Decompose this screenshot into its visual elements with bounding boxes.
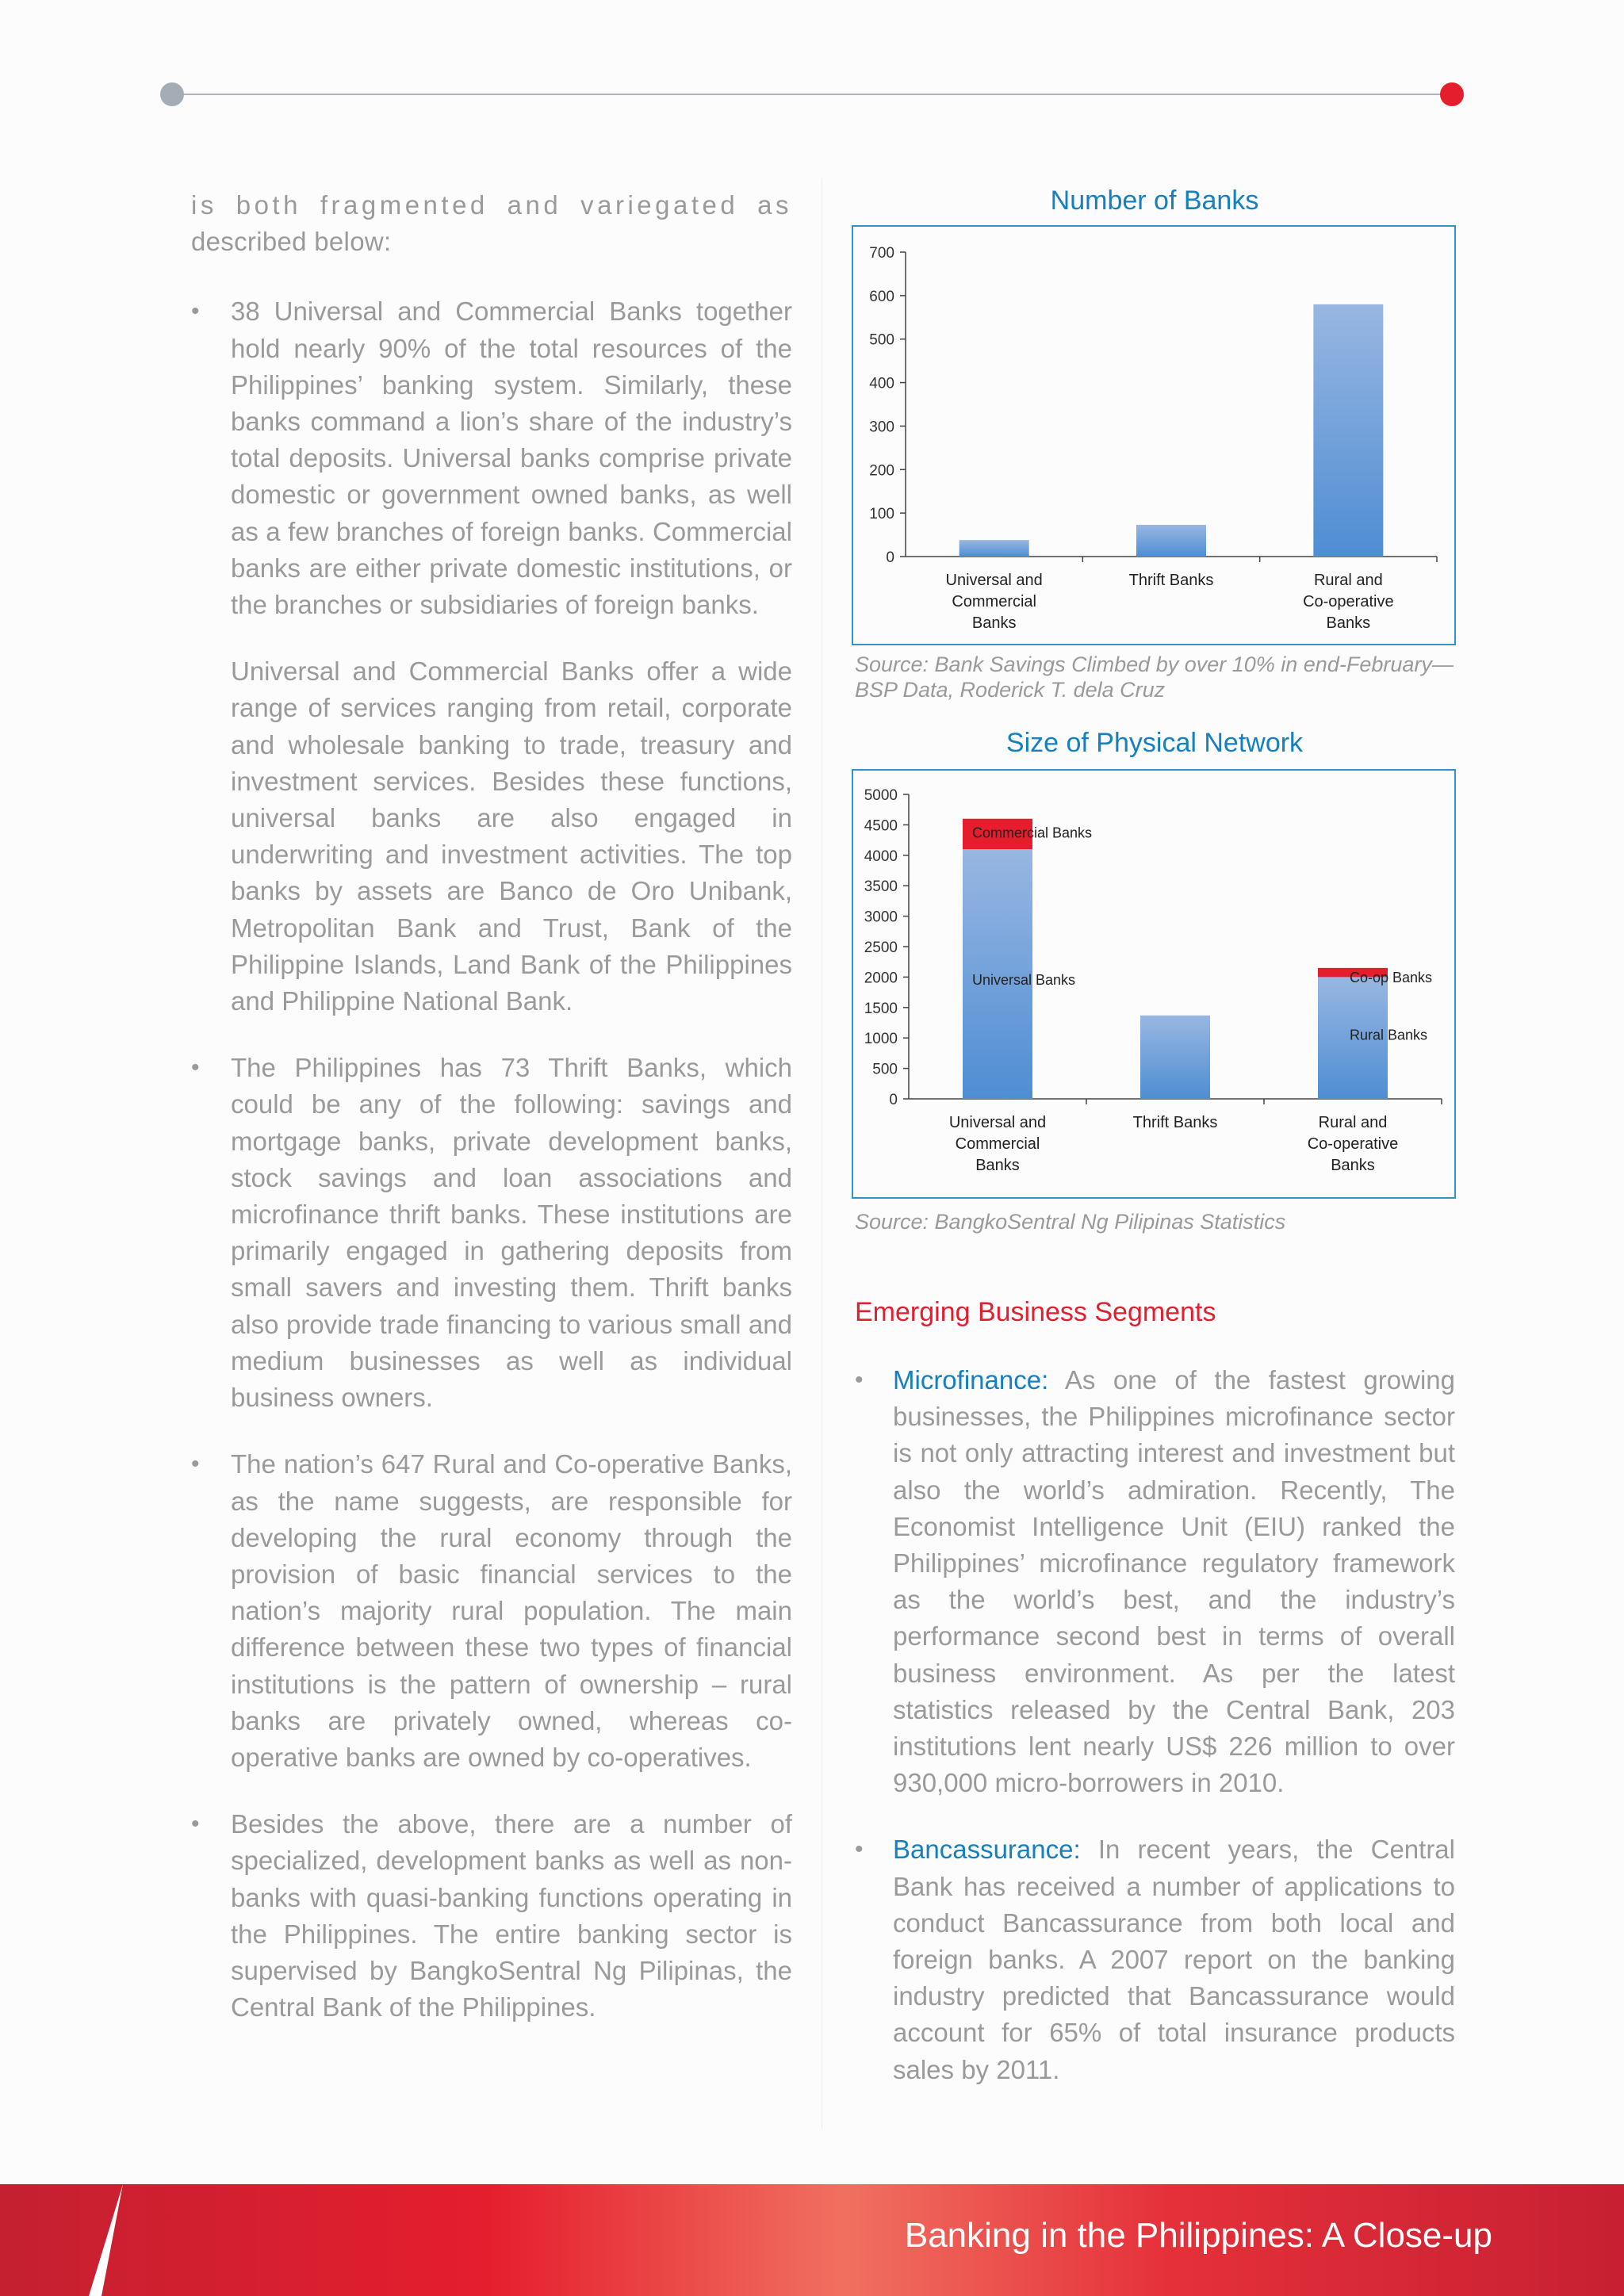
y-tick-label: 2500 (864, 939, 898, 956)
chart-number-of-banks (853, 227, 1454, 644)
bullet-universal-text: 38 Universal and Commercial Banks together hold nearly 90% of the total resources of the Philippines’ banking system. Similarly, these banks command a lion’s share of the industry’s total deposits. Universal banks comprise private domestic or government owned banks, as well as a few branches of foreign banks. Commercial banks are either private domestic institutions, or the branches or subsidiaries of foreign banks. (231, 297, 792, 620)
microfinance-text: As one of the fastest growing businesses, the Philippines microfinance sector is not only attracting interest and investment but also the world’s admiration. Recently, The Economist Intelligence Unit (EIU) ranked the Philippines’ microfinance regulatory framework as the world’s best, and the industry’s performance second best in terms of overall business environment. As per the latest statistics released by the Central Bank, 203 institutions lent nearly US$ 226 million to over 930,000 micro-borrowers in 2010. (893, 1365, 1455, 1798)
bullet-other-banks (191, 1806, 792, 2026)
emerging-segments-heading: Emerging Business Segments (855, 1297, 1216, 1327)
y-tick-label: 5000 (864, 787, 898, 804)
footer-banner (0, 2184, 1624, 2296)
x-category-label: Universal and (948, 1114, 1047, 1131)
bullet-dot: • (191, 1451, 200, 1478)
segment-label-commercial: Commercial Banks (972, 825, 1093, 841)
y-tick-label: 700 (869, 245, 894, 262)
x-category-label: Thrift Banks (1132, 1114, 1218, 1131)
x-category-label: Co-operative (1307, 1135, 1399, 1153)
intro-second-line: described below: (191, 227, 392, 257)
bullet-rural-text: The nation’s 647 Rural and Co-operative Banks, as the name suggests, are responsible for developing the rural economy through the provision of basic financial services to the nation’s majority rural population. The main difference between these two types of financial institutions is the pattern of ownership – rural banks are privately owned, whereas co-operative banks are owned by co-operatives. (231, 1449, 792, 1772)
chart-physical-network (853, 771, 1454, 1197)
chart-physical-network-title: Size of Physical Network (1005, 728, 1304, 758)
y-tick-label: 0 (886, 549, 894, 566)
y-tick-label: 1500 (864, 1000, 898, 1017)
x-category-label: Banks (1331, 1157, 1375, 1174)
bullet-dot: • (191, 1054, 200, 1081)
bar-base-2 (1140, 1016, 1210, 1099)
y-tick-label: 4500 (864, 817, 898, 835)
y-tick-label: 400 (869, 375, 894, 392)
bullet-dot: • (855, 1367, 864, 1393)
y-tick-label: 500 (869, 331, 894, 349)
y-tick-label: 3000 (864, 909, 898, 926)
x-category-label: Thrift Banks (1128, 572, 1214, 589)
bullet-rural-banks (191, 1446, 792, 1776)
segment-label-universal: Universal Banks (972, 972, 1076, 989)
y-tick-label: 1000 (864, 1031, 898, 1048)
y-tick-label: 4000 (864, 848, 898, 865)
bullet-dot: • (191, 298, 200, 325)
x-category-label: Commercial (955, 1135, 1040, 1153)
y-tick-label: 2000 (864, 970, 898, 987)
segment-label-coop: Co-op Banks (1350, 969, 1433, 985)
y-tick-label: 600 (869, 288, 894, 305)
top-rule (172, 94, 1451, 95)
y-tick-label: 100 (869, 506, 894, 523)
bullet-other-text: Besides the above, there are a number of specialized, development banks as well as non-banks with quasi-banking functions operating in the Philippines. The entire banking sector is supervised by BangkoSentral Ng Pilipinas, the Central Bank of the Philippines. (231, 1809, 792, 2022)
top-rule-left-dot (160, 82, 184, 106)
x-category-label: Rural and (1318, 1114, 1388, 1131)
y-tick-label: 300 (869, 419, 894, 436)
chart-physical-network-source: Source: BangkoSentral Ng Pilipinas Statistics (855, 1210, 1286, 1234)
chart-number-of-banks-title: Number of Banks (1050, 186, 1259, 216)
bar-2 (1136, 525, 1206, 557)
intro-first-line: is both fragmented and variegated as (191, 190, 792, 220)
y-tick-label: 200 (869, 462, 894, 480)
top-rule-right-dot (1440, 82, 1464, 106)
bullet-dot: • (191, 1811, 200, 1838)
x-category-label: Commercial (952, 593, 1037, 610)
y-tick-label: 500 (872, 1061, 898, 1078)
x-category-label: Rural and (1313, 572, 1383, 589)
chart-number-of-banks-frame (852, 225, 1456, 645)
bancassurance-paragraph (893, 1831, 1455, 2087)
y-tick-label: 0 (889, 1092, 898, 1108)
bullet-microfinance (855, 1362, 1455, 1801)
bancassurance-term: Bancassurance: (893, 1835, 1081, 1865)
chart-number-of-banks-source: Source: Bank Savings Climbed by over 10% in end-February—BSP Data, Roderick T. dela Cruz (855, 652, 1454, 702)
bancassurance-text: In recent years, the Central Bank has received a number of applications to conduct Bancassurance from both local and foreign banks. A 2007 report on the banking industry predicted that Bancassurance would account for 65% of total insurance products sales by 2011. (893, 1835, 1455, 2084)
y-tick-label: 3500 (864, 878, 898, 896)
x-category-label: Banks (975, 1157, 1020, 1174)
x-category-label: Co-operative (1303, 593, 1394, 610)
bullet-thrift-text: The Philippines has 73 Thrift Banks, which could be any of the following: savings and mortgage banks, private development banks, stock savings and loan associations and microfinance thrift banks. These institutions are primarily engaged in gathering deposits from small savers and investing them. Thrift banks also provide trade financing to various small and medium businesses as well as individual business owners. (231, 1053, 792, 1413)
footer-title: Banking in the Philippines: A Close-up (904, 2216, 1492, 2255)
microfinance-paragraph (893, 1362, 1455, 1801)
universal-services-paragraph: Universal and Commercial Banks offer a wide range of services ranging from retail, corporate and wholesale banking to trade, treasury and investment services. Besides these functions, universal banks are also engaged in underwriting and investment activities. The top banks by assets are Banco de Oro Unibank, Metropolitan Bank and Trust, Bank of the Philippine Islands, Land Bank of the Philippines and Philippine National Bank. (231, 656, 792, 1016)
bar-1 (959, 540, 1029, 557)
x-category-label: Banks (1326, 614, 1371, 632)
bullet-thrift-banks (191, 1050, 792, 1416)
segment-label-rural: Rural Banks (1350, 1027, 1428, 1043)
x-category-label: Banks (971, 614, 1017, 632)
intro-paragraph (191, 187, 792, 260)
x-category-label: Universal and (945, 572, 1043, 589)
footer-slash-decoration (0, 2184, 159, 2296)
bullet-bancassurance (855, 1831, 1455, 2087)
chart-physical-network-frame (852, 769, 1456, 1199)
left-column (191, 187, 792, 2026)
bar-3 (1313, 304, 1383, 557)
bullet-universal-banks (191, 293, 792, 623)
microfinance-term: Microfinance: (893, 1365, 1049, 1395)
right-bullets (855, 1362, 1455, 2118)
bullet-dot: • (855, 1836, 864, 1863)
